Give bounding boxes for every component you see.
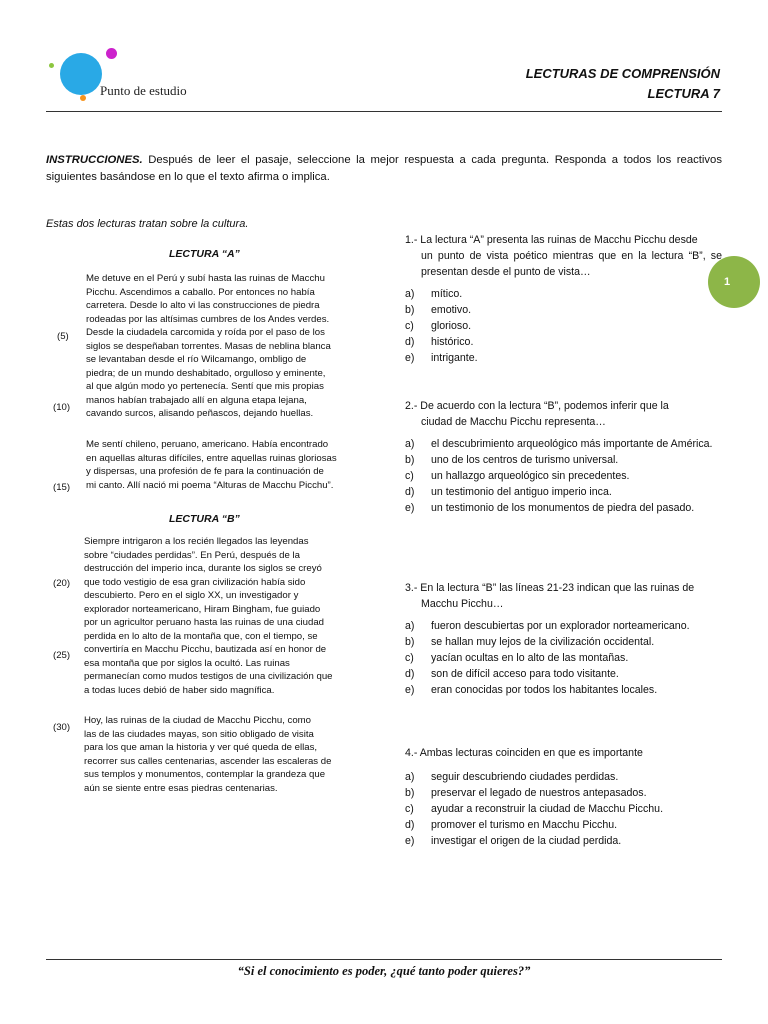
logo-green-dot [49,63,54,68]
question-stem [405,232,722,280]
option-e[interactable]: e) investigar el origen de la ciudad perdida. [405,835,622,847]
option-b[interactable]: b) uno de los centros de turismo universal. [405,454,619,466]
passage-line: rodeadas por las altísimas cumbres de los Andes verdes. [86,313,330,325]
line-number: (20) [53,578,71,589]
question-2 [405,398,722,516]
option-b[interactable]: b) emotivo. [405,304,472,316]
question-stem-line: 4.- Ambas lecturas coinciden en que es importante [405,747,643,759]
passage-line: en aquellas alturas difíciles, entre aquellas ruinas gloriosas [86,452,337,464]
passage-line: siglos se despeñaban torrentes. Masas de neblina blanca [86,340,331,352]
line-number: (15) [53,482,71,493]
passage-line: esa montaña que por siglos la ocultó. Las ruinas [84,657,290,669]
option-b[interactable]: b) se hallan muy lejos de la civilización occidental. [405,636,655,648]
passage-line: manos habían trabajado allí en alguna etapa lejana, [86,394,307,406]
instructions [46,152,722,186]
options-list [405,286,722,366]
intro-text: Estas dos lecturas tratan sobre la cultura. [46,218,249,230]
question-stem-continuation: un punto de vista poético mientras que en la lectura “B”, se presentan desde el punto de vista… [421,250,722,278]
lectura-b-paragraph-1 [84,535,354,697]
passage-line: a todas luces debió de haber sido magnífica. [84,684,275,696]
lectura-a-paragraph-2 [86,438,356,492]
passage-line: Desde la ciudadela carcomida y roída por el paso de los [86,327,325,338]
option-a[interactable]: a) seguir descubriendo ciudades perdidas. [405,771,619,783]
passage-line: perdida en lo alto de la montaña que, con el tiempo, se [84,630,318,642]
option-b[interactable]: b) preservar el legado de nuestros antepasados. [405,787,647,799]
passage-line: se levantaban desde el río Wilcamango, ombligo de [86,354,307,365]
instructions-label: INSTRUCCIONES. [46,154,143,166]
options-list [405,769,722,849]
option-e[interactable]: e) un testimonio de los monumentos de piedra del pasado. [405,502,695,514]
option-c[interactable]: c) yacían ocultas en lo alto de las montañas. [405,652,629,664]
header-subtitle: LECTURA 7 [647,86,720,101]
option-e[interactable]: e) intrigante. [405,352,478,364]
question-1 [405,232,722,366]
passage-line: destrucción del imperio inca, durante los siglos se creyó [84,563,322,574]
option-d[interactable]: d) son de difícil acceso para todo visitante. [405,668,619,680]
passage-line: descubierto. Pero en el siglo XX, un investigador y [84,590,299,601]
logo-blue-circle [60,53,102,95]
passage-line: convertiría en Macchu Picchu, bautizada así en honor de [84,644,327,655]
footer-divider [46,959,722,960]
option-a[interactable]: a) fueron descubiertas por un explorador norteamericano. [405,620,690,632]
question-stem-continuation: Macchu Picchu… [421,598,504,610]
options-list [405,618,722,698]
passage-line: que todo vestigio de esa gran civilización había sido [84,576,306,588]
option-d[interactable]: d) un testimonio del antiguo imperio inca. [405,486,612,498]
passage-line: por un agricultor peruano hasta las ruinas de una ciudad [84,617,325,628]
passage-line: Hoy, las ruinas de la ciudad de Macchu Picchu, como [84,715,311,726]
lectura-b-title: LECTURA “B” [169,513,240,525]
option-a[interactable]: a) el descubrimiento arqueológico más importante de América. [405,438,713,450]
question-stem-line: 3.- En la lectura “B” las líneas 21-23 indican que las ruinas de [405,582,695,594]
question-stem-line: 1.- La lectura “A” presenta las ruinas de Macchu Picchu desde [405,234,698,246]
question-stem [405,745,722,761]
passage-line: Me detuve en el Perú y subí hasta las ruinas de Macchu [86,273,325,284]
question-stem-line: 2.- De acuerdo con la lectura “B”, podemos inferir que la [405,400,669,412]
passage-line: Siempre intrigaron a los recién llegados las leyendas [84,536,309,547]
line-number: (10) [53,402,71,413]
lectura-a-paragraph-1 [86,272,356,421]
passage-line: piedra; de un mundo deshabitado, orgulloso y eminente, [86,367,326,379]
options-list [405,436,722,516]
line-number: (5) [57,331,69,342]
question-3 [405,580,722,698]
question-stem-continuation: ciudad de Macchu Picchu representa… [421,416,606,428]
instructions-text: Después de leer el pasaje, seleccione la mejor respuesta a cada pregunta. Responda a todos los reactivos siguientes basándose en lo que el texto afirma o implica. [46,154,722,183]
passage-line: carretera. Desde lo alto vi las construcciones de piedra [86,300,320,311]
passage-line: las de las ciudades mayas, son sitio obligado de visita [84,728,314,740]
question-stem [405,398,722,430]
logo-text: Punto de estudio [100,83,187,98]
footer-quote: “Si el conocimiento es poder, ¿qué tanto poder quieres?” [237,964,531,978]
lectura-a-title: LECTURA “A” [169,248,240,260]
header-divider [46,111,722,112]
question-stem [405,580,722,612]
option-d[interactable]: d) histórico. [405,336,474,348]
logo-magenta-dot [106,48,117,59]
passage-line: permanecían como mudos testigos de una civilización que [84,671,333,682]
lectura-b-paragraph-2 [84,714,354,795]
logo-orange-dot [80,95,86,101]
passage-line: para los que aman la historia y ver qué queda de ellas, [84,742,318,753]
passage-line: sobre “ciudades perdidas”. En Perú, después de la [84,549,300,561]
option-a[interactable]: a) mítico. [405,288,463,300]
option-c[interactable]: c) ayudar a reconstruir la ciudad de Macchu Picchu. [405,803,664,815]
passage-line: al que algún modo yo pertenecía. Sentí que mis propias [86,381,324,392]
line-number: (30) [53,722,71,733]
option-c[interactable]: c) glorioso. [405,320,472,332]
passage-line: recorrer sus calles centenarias, ascender las escaleras de [84,755,332,767]
option-c[interactable]: c) un hallazgo arqueológico sin precedentes. [405,470,630,482]
passage-line: cavando surcos, alisando peñascos, dejando huellas. [86,408,314,419]
passage-line: Picchu. Ascendimos a caballo. Por entonces no había [86,286,315,298]
option-e[interactable]: e) eran conocidas por todos los habitantes locales. [405,684,658,696]
passage-line: Me sentí chileno, peruano, americano. Había encontrado [86,439,329,450]
question-4 [405,745,722,849]
passage-line: explorador norteamericano, Hiram Bingham, fue guiado [84,603,321,615]
line-number: (25) [53,650,71,661]
passage-line: mi canto. Allí nació mi poema “Alturas de Macchu Picchu”. [86,479,334,491]
page-number-badge: 1 [708,256,760,308]
passage-line: sus templos y monumentos, contemplar la grandeza que [84,769,326,780]
passage-line: y dispersas, una profesión de fe para la continuación de [86,466,324,477]
passage-line: aún se siente entre esas piedras centenarias. [84,782,278,794]
option-d[interactable]: d) promover el turismo en Macchu Picchu. [405,819,618,831]
header-title: LECTURAS DE COMPRENSIÓN [525,66,720,81]
